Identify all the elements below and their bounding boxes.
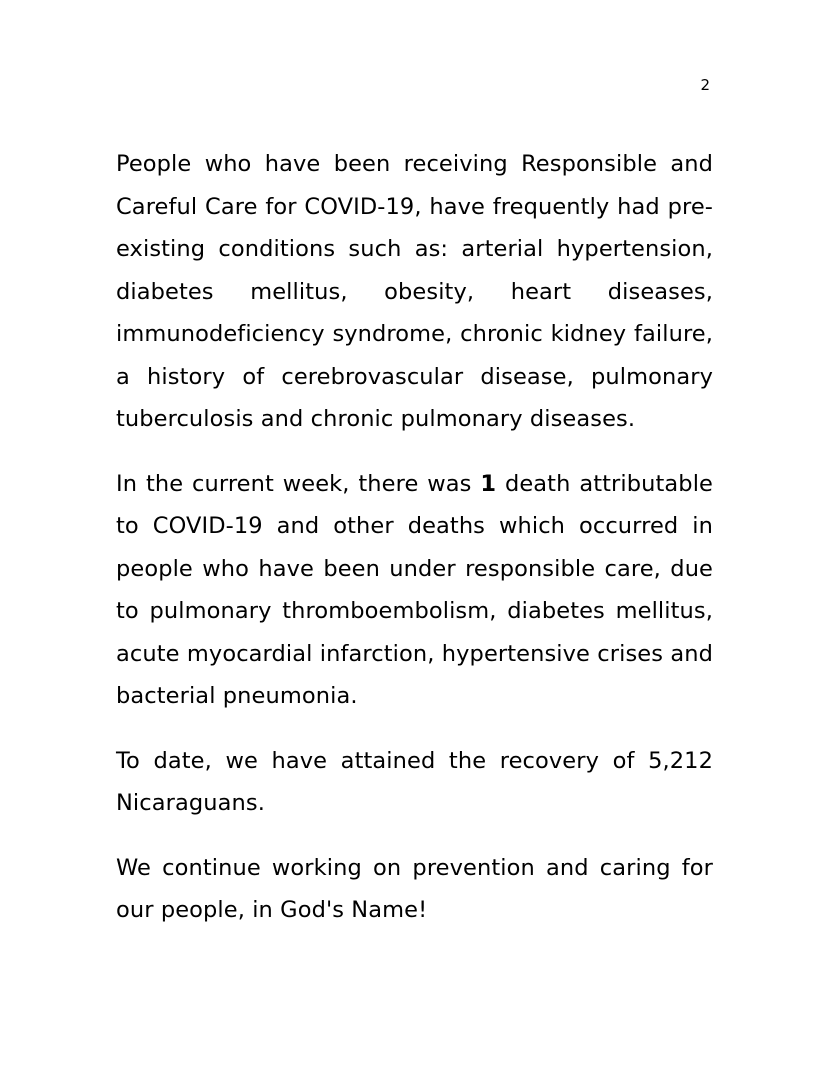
paragraph-recoveries: To date, we have attained the recovery of 5,212 Nicaraguans.	[116, 747, 713, 816]
document-body	[116, 143, 713, 954]
paragraph-weekly-deaths-rest: death attributable to COVID-19 and other deaths which occurred in people who have been under responsible care, due to pulmonary thromboembolism, diabetes mellitus, acute myocardial infarction, hypertensive crises and bacterial pneumonia.	[116, 470, 713, 709]
paragraph-weekly-deaths-intro: In the current week, there was	[116, 470, 481, 497]
paragraph-weekly-deaths	[116, 463, 713, 718]
paragraph-preexisting-conditions: People who have been receiving Responsible and Careful Care for COVID-19, have frequently had pre-existing conditions such as: arterial hypertension, diabetes mellitus, obesity, heart diseases, immunodeficiency syndrome, chronic kidney failure, a history of cerebrovascular disease, pulmonary tuberculosis and chronic pulmonary diseases.	[116, 151, 713, 432]
death-count: 1	[480, 470, 497, 497]
page-number: 2	[700, 76, 710, 94]
paragraph-closing: We continue working on prevention and caring for our people, in God's Name!	[116, 854, 713, 923]
